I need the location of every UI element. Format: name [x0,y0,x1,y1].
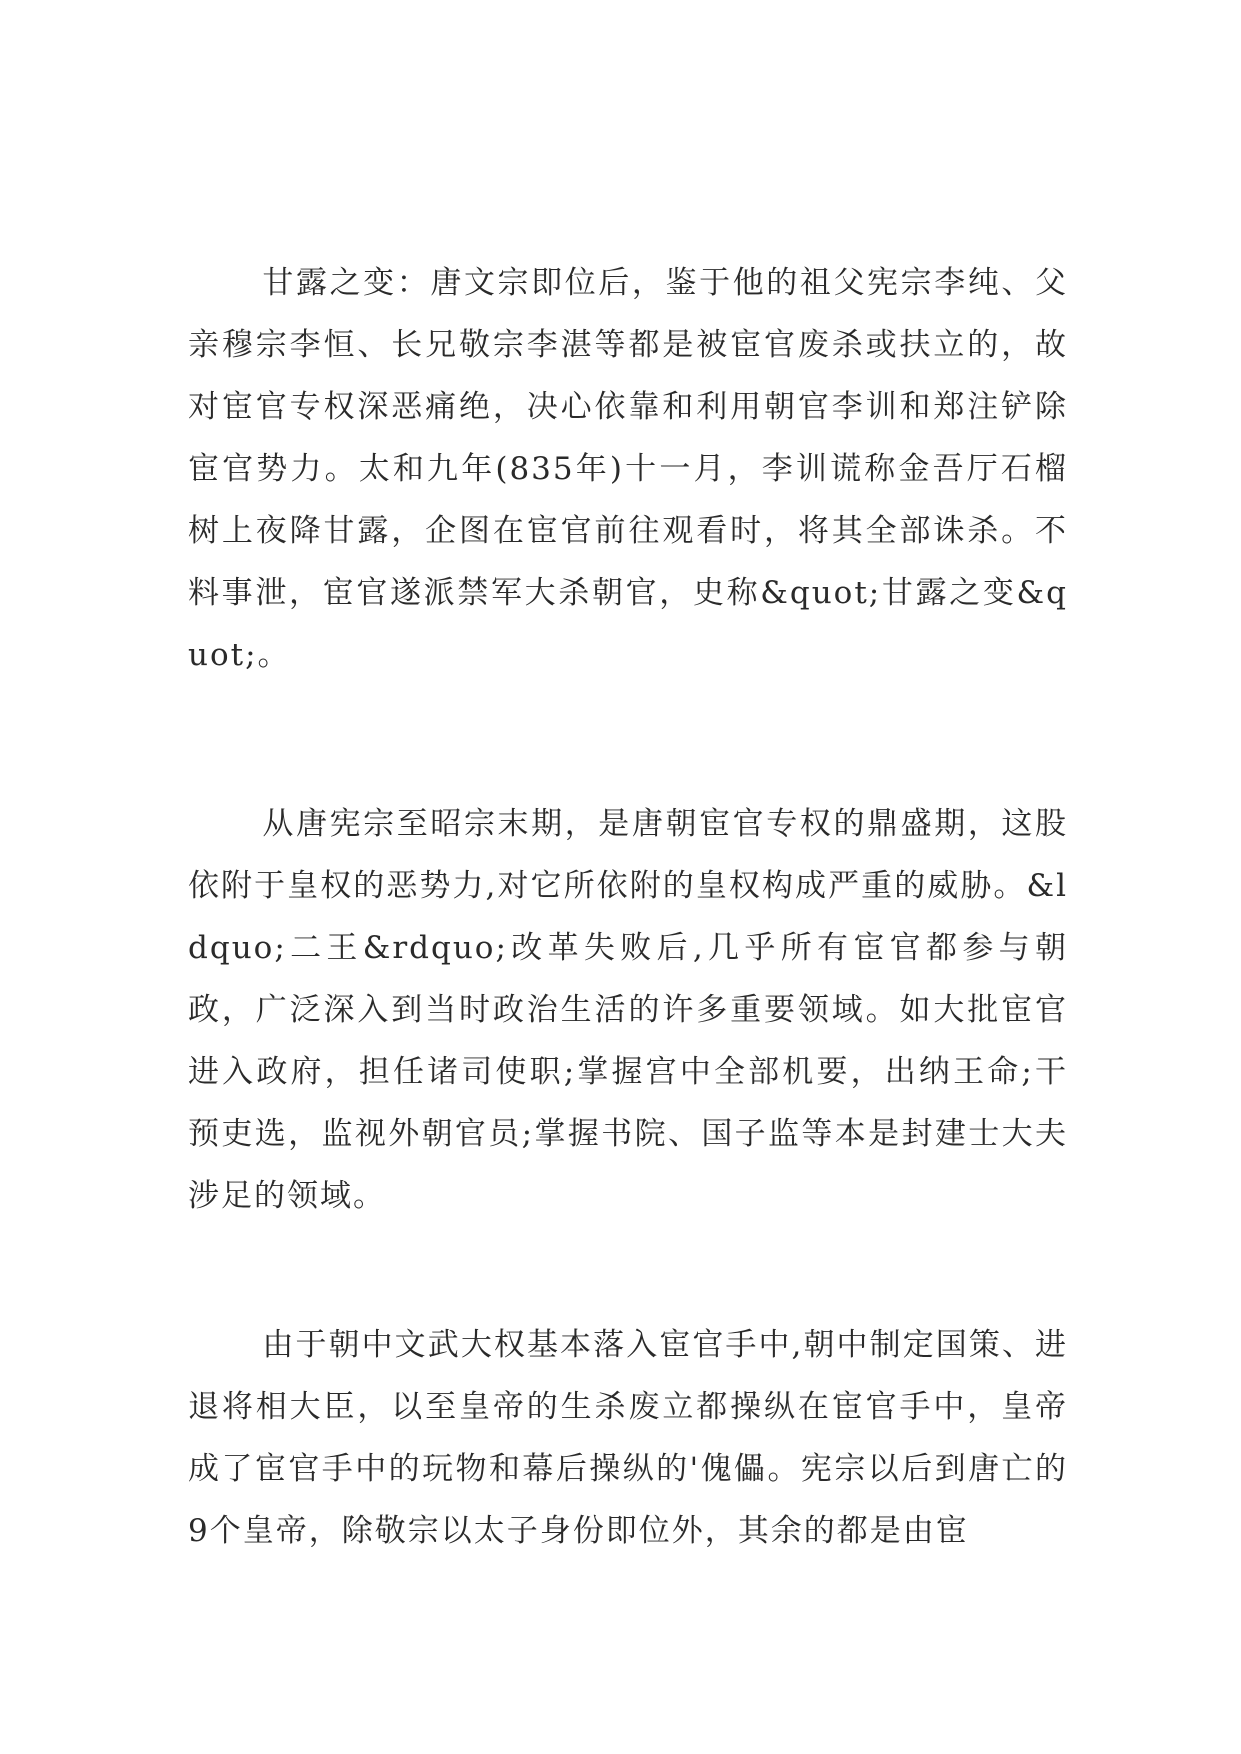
paragraph-eunuch-power: 从唐宪宗至昭宗末期，是唐朝宦官专权的鼎盛期，这股依附于皇权的恶势力,对它所依附的皇权构成严重的威胁。&ldquo;二王&rdquo;改革失败后,几乎所有宦官都参与朝政，广泛深入到当时政治生活的许多重要领域。如大批宦官进入政府，担任诸司使职;掌握宫中全部机要，出纳王命;干预吏选，监视外朝官员;掌握书院、国子监等本是封建士大夫涉足的领域。 [188,806,1068,1214]
paragraph-ganlu-incident: 甘露之变：唐文宗即位后，鉴于他的祖父宪宗李纯、父亲穆宗李恒、长兄敬宗李湛等都是被宦官废杀或扶立的，故对宦官专权深恶痛绝，决心依靠和利用朝官李训和郑注铲除宦官势力。太和九年(835年)十一月，李训谎称金吾厅石榴树上夜降甘露，企图在宦官前往观看时，将其全部诛杀。不料事泄，宦官遂派禁军大杀朝官，史称&quot;甘露之变&quot;。 [188,265,1068,673]
paragraph-emperor-puppet: 由于朝中文武大权基本落入宦官手中,朝中制定国策、进退将相大臣，以至皇帝的生杀废立都操纵在宦官手中，皇帝成了宦官手中的玩物和幕后操纵的'傀儡。宪宗以后到唐亡的9个皇帝，除敬宗以太子身份即位外，其余的都是由宦 [188,1327,1068,1549]
